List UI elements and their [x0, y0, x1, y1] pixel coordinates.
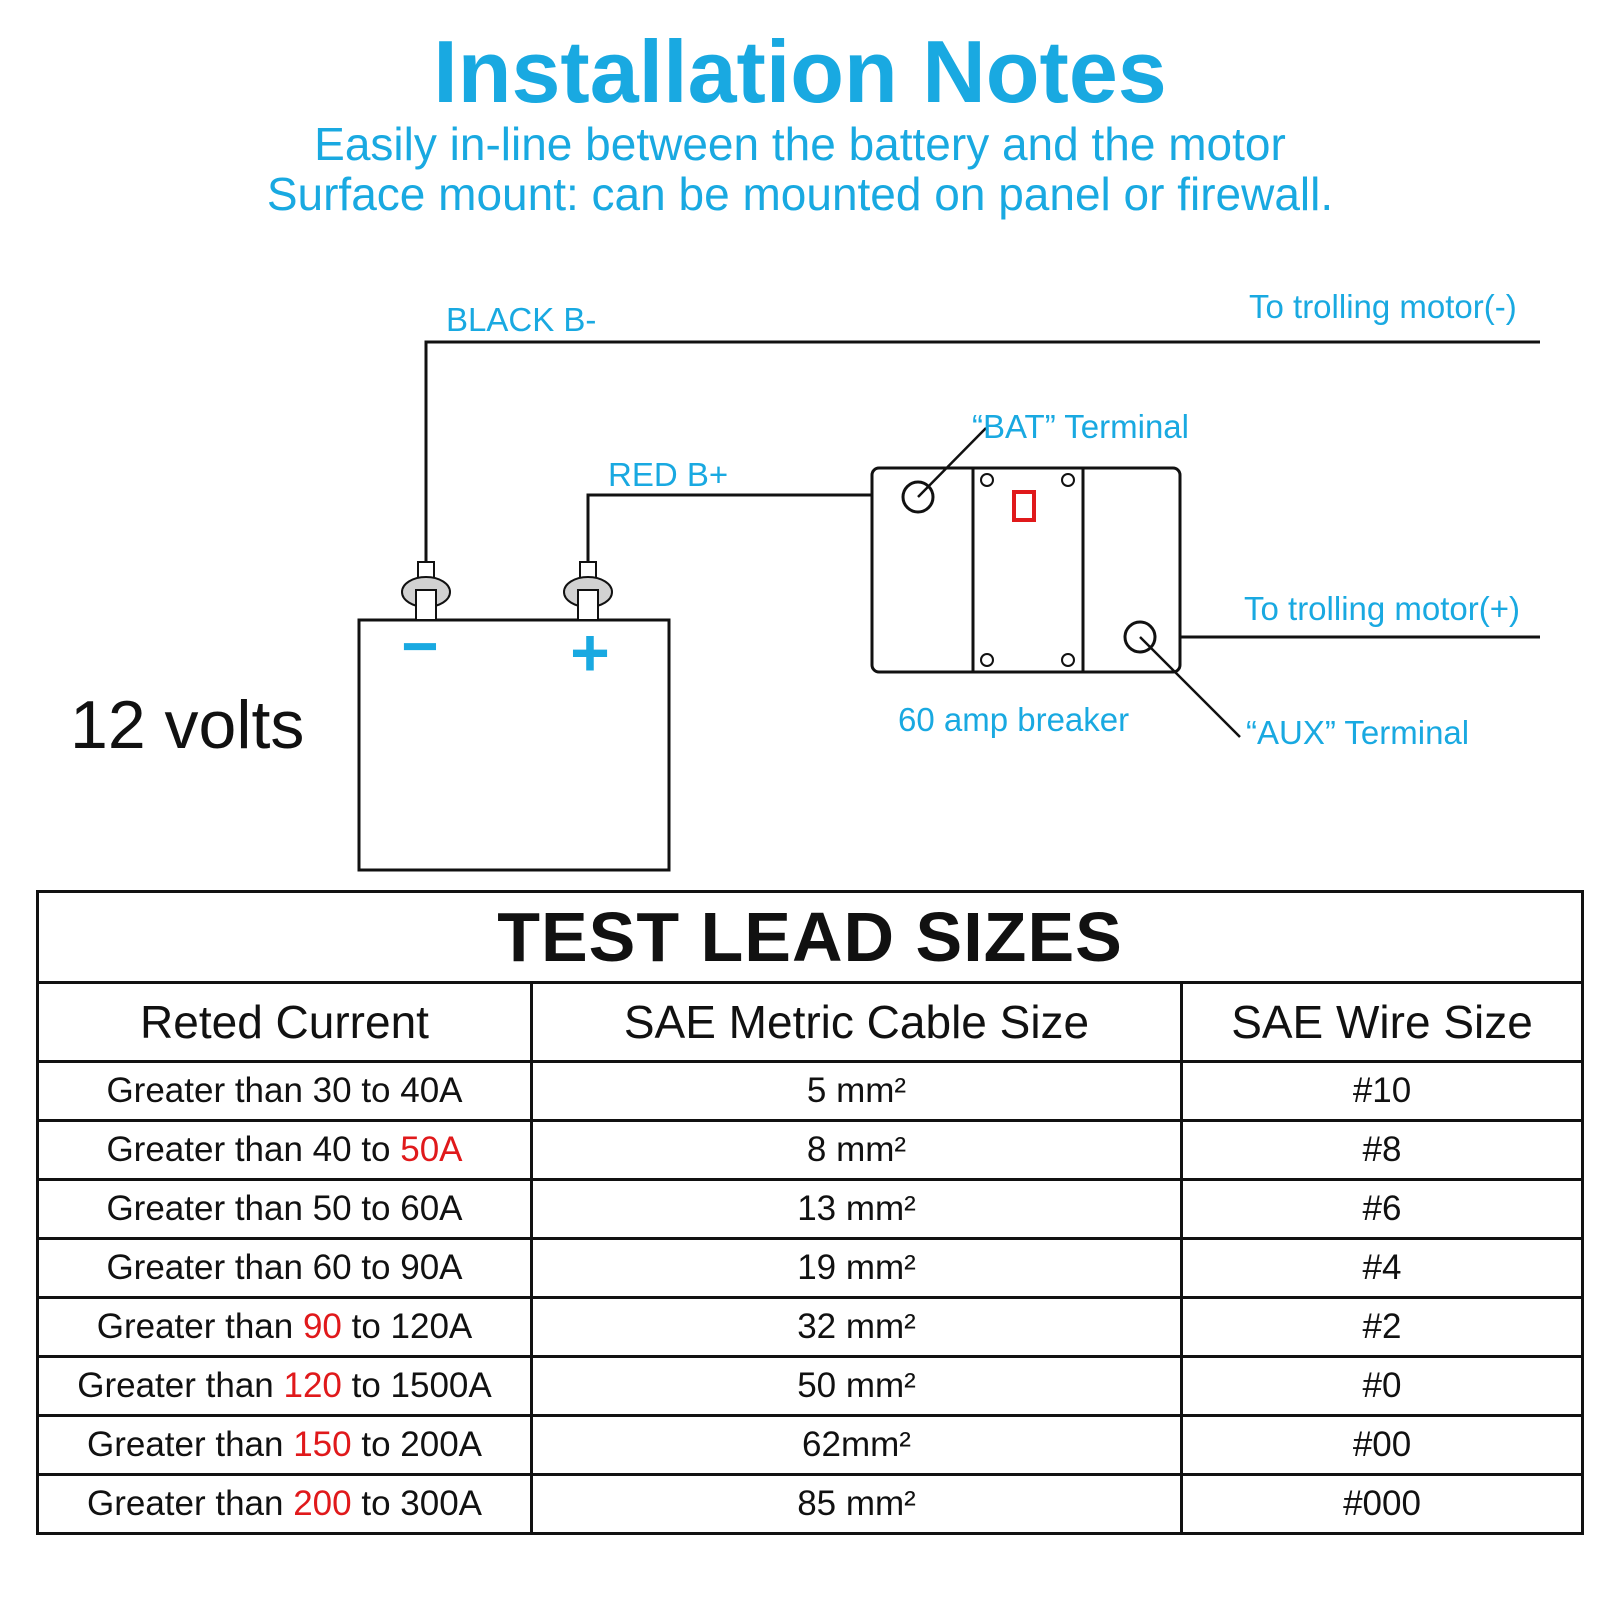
breaker-screw: [981, 654, 993, 666]
battery-positive-symbol: +: [570, 615, 610, 691]
rated-current-text: Greater than 50 to 60A: [106, 1189, 463, 1228]
wire-size-cell: #4: [1182, 1239, 1583, 1298]
battery-negative-symbol: −: [401, 610, 439, 682]
metric-cable-size-cell: 32 mm²: [532, 1298, 1182, 1357]
metric-cable-size-cell: 13 mm²: [532, 1180, 1182, 1239]
table-row: [38, 1357, 1583, 1416]
table-body: [38, 1062, 1583, 1534]
rated-current-cell: [38, 1298, 532, 1357]
breaker-screw: [1062, 654, 1074, 666]
rated-current-text: Greater than 40 to: [106, 1130, 401, 1169]
rated-current-highlight: 120: [283, 1366, 342, 1405]
column-header-metric-cable-size: SAE Metric Cable Size: [532, 983, 1182, 1062]
breaker-label: 60 amp breaker: [898, 701, 1130, 738]
rated-current-text: Greater than 30 to 40A: [106, 1071, 463, 1110]
red-wire-label: RED B+: [608, 456, 729, 493]
page-title: Installation Notes: [433, 22, 1167, 121]
battery-voltage-label: 12 volts: [70, 687, 305, 763]
table-row: [38, 1121, 1583, 1180]
rated-current-cell: [38, 1475, 532, 1534]
wire-size-cell: #000: [1182, 1475, 1583, 1534]
rated-current-cell: [38, 1121, 532, 1180]
breaker-screw: [981, 474, 993, 486]
wire-size-cell: #8: [1182, 1121, 1583, 1180]
bat-terminal-label: “BAT” Terminal: [972, 408, 1189, 445]
wire-size-cell: #0: [1182, 1357, 1583, 1416]
rated-current-cell: [38, 1357, 532, 1416]
table-row: [38, 1475, 1583, 1534]
column-header-wire-size: SAE Wire Size: [1182, 983, 1583, 1062]
red-wire: [588, 495, 918, 592]
metric-cable-size-cell: 50 mm²: [532, 1357, 1182, 1416]
subtitle-line-2: Surface mount: can be mounted on panel or firewall.: [266, 168, 1334, 220]
subtitle-line-1: Easily in-line between the battery and the motor: [314, 118, 1286, 170]
rated-current-text: Greater than: [86, 1425, 294, 1464]
rated-current-text: Greater than: [77, 1366, 284, 1405]
motor-positive-label: To trolling motor(+): [1244, 590, 1521, 627]
rated-current-cell: [38, 1239, 532, 1298]
rated-current-text: Greater than 60 to 90A: [106, 1248, 463, 1287]
wire-size-cell: #00: [1182, 1416, 1583, 1475]
test-lead-sizes-table: [36, 890, 1584, 1535]
breaker-screw: [1062, 474, 1074, 486]
table-title: TEST LEAD SIZES: [38, 892, 1583, 983]
rated-current-text: Greater than: [86, 1484, 294, 1523]
rated-current-text: to 120A: [341, 1307, 473, 1346]
rated-current-cell: [38, 1416, 532, 1475]
rated-current-text: to 1500A: [341, 1366, 492, 1405]
metric-cable-size-cell: 62mm²: [532, 1416, 1182, 1475]
rated-current-highlight: 150: [293, 1425, 352, 1464]
table-row: [38, 1416, 1583, 1475]
wire-size-cell: #10: [1182, 1062, 1583, 1121]
rated-current-text: to 300A: [351, 1484, 483, 1523]
metric-cable-size-cell: 5 mm²: [532, 1062, 1182, 1121]
metric-cable-size-cell: 19 mm²: [532, 1239, 1182, 1298]
rated-current-cell: [38, 1180, 532, 1239]
metric-cable-size-cell: 85 mm²: [532, 1475, 1182, 1534]
rated-current-text: to 200A: [351, 1425, 483, 1464]
table-row: [38, 1180, 1583, 1239]
aux-terminal-leader: [1140, 637, 1240, 737]
column-header-rated-current: Reted Current: [38, 983, 532, 1062]
table-row: [38, 1298, 1583, 1357]
table-row: [38, 1062, 1583, 1121]
rated-current-text: Greater than: [96, 1307, 303, 1346]
metric-cable-size-cell: 8 mm²: [532, 1121, 1182, 1180]
black-wire-label: BLACK B-: [446, 301, 597, 338]
aux-terminal-label: “AUX” Terminal: [1246, 714, 1470, 751]
motor-negative-label: To trolling motor(-): [1249, 288, 1517, 325]
rated-current-highlight: 200: [293, 1484, 352, 1523]
battery-positive-post: [564, 562, 612, 620]
wire-size-cell: #6: [1182, 1180, 1583, 1239]
rated-current-highlight: 90: [302, 1307, 342, 1346]
rated-current-cell: [38, 1062, 532, 1121]
rated-current-highlight: 50A: [400, 1130, 463, 1169]
table-row: [38, 1239, 1583, 1298]
wire-size-cell: #2: [1182, 1298, 1583, 1357]
